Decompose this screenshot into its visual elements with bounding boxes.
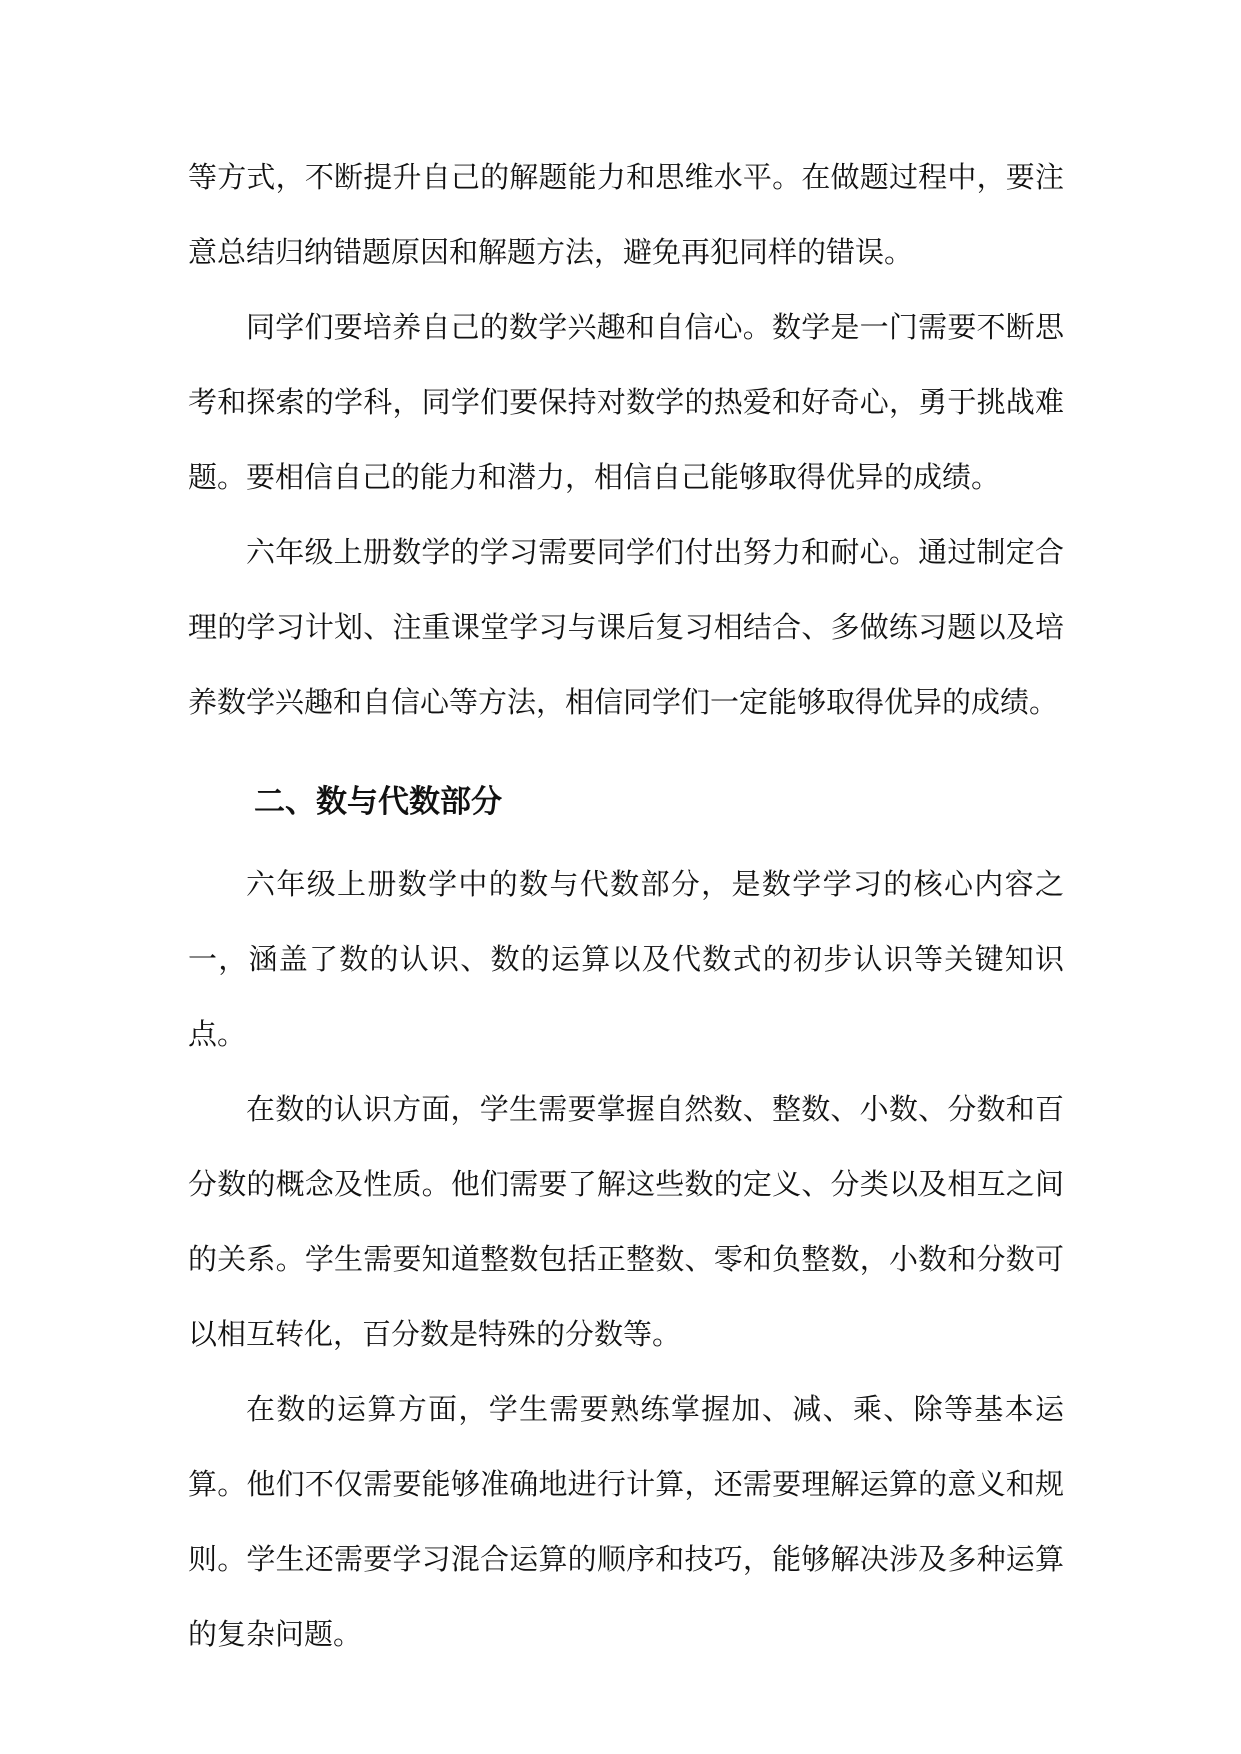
paragraph-interest-confidence: 同学们要培养自己的数学兴趣和自信心。数学是一门需要不断思考和探索的学科，同学们要保持对数学的热爱和好奇心，勇于挑战难题。要相信自己的能力和潜力，相信自己能够取得优异的成绩。 [188,310,1064,494]
document-body [188,140,1064,1672]
paragraph-number-algebra-intro: 六年级上册数学中的数与代数部分，是数学学习的核心内容之一，涵盖了数的认识、数的运算以及代数式的初步认识等关键知识点。 [188,867,1064,1051]
paragraph-continuation: 等方式，不断提升自己的解题能力和思维水平。在做题过程中，要注意总结归纳错题原因和解题方法，避免再犯同样的错误。 [188,160,1064,269]
section-heading: 二、数与代数部分 [254,784,502,820]
paragraph-number-recognition: 在数的认识方面，学生需要掌握自然数、整数、小数、分数和百分数的概念及性质。他们需要了解这些数的定义、分类以及相互之间的关系。学生需要知道整数包括正整数、零和负整数，小数和分数可以相互转化，百分数是特殊的分数等。 [188,1092,1064,1351]
paragraph-summary: 六年级上册数学的学习需要同学们付出努力和耐心。通过制定合理的学习计划、注重课堂学习与课后复习相结合、多做练习题以及培养数学兴趣和自信心等方法，相信同学们一定能够取得优异的成绩。 [188,535,1064,719]
paragraph-number-operations: 在数的运算方面，学生需要熟练掌握加、减、乘、除等基本运算。他们不仅需要能够准确地进行计算，还需要理解运算的意义和规则。学生还需要学习混合运算的顺序和技巧，能够解决涉及多种运算的复杂问题。 [188,1392,1064,1651]
